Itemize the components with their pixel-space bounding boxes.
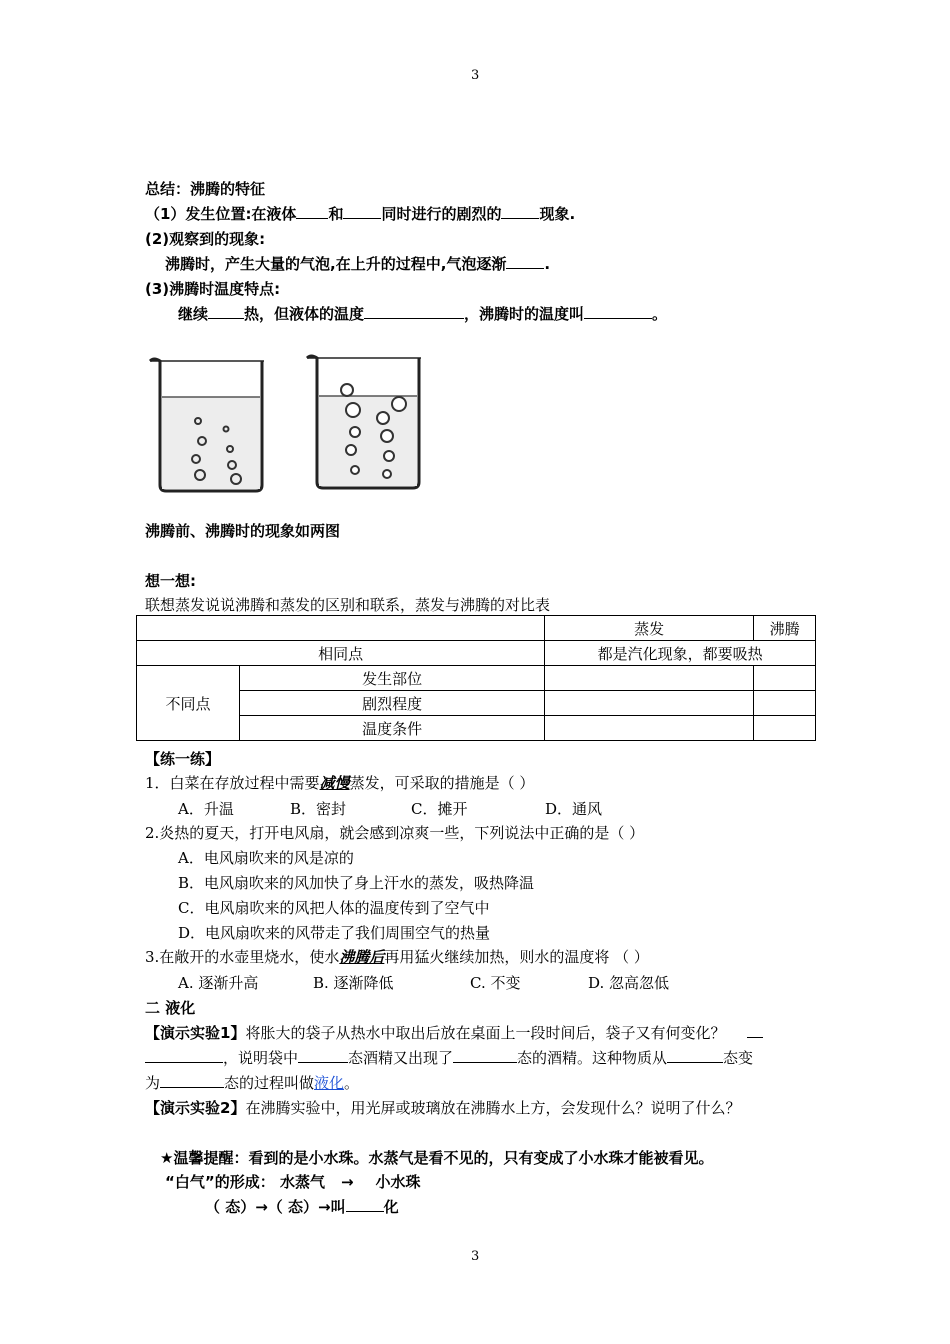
summary-item-1: （1）发生位置:在液体 和 同时进行的剧烈的 现象.: [145, 205, 576, 223]
blank: [208, 303, 244, 319]
demo-1-line-2: ，说明袋中 态酒精又出现了 态的酒精。这种物质从 态变: [145, 1047, 753, 1068]
question-1-option-a: A．升温: [178, 800, 234, 818]
page-number-bottom: 3: [471, 1249, 480, 1264]
question-3-option-b: B. 逐渐降低: [313, 974, 394, 992]
table-diff-row-label: 剧烈程度: [240, 691, 545, 716]
liquefaction-link[interactable]: 液化: [314, 1074, 345, 1092]
practice-title: 【练一练】: [145, 750, 221, 768]
figure-caption: 沸腾前、沸腾时的现象如两图: [145, 522, 341, 540]
blank: [160, 1072, 224, 1088]
question-1-option-d: D．通风: [545, 800, 603, 818]
question-1-option-b: B．密封: [290, 800, 347, 818]
table-header-evaporation: 蒸发: [545, 616, 754, 641]
summary-item-2-body: 沸腾时，产生大量的气泡,在上升的过程中,气泡逐渐 .: [165, 255, 551, 273]
table-row: [137, 666, 816, 691]
page-number-top: 3: [471, 68, 480, 83]
question-1: 1．白菜在存放过程中需要减慢蒸发，可采取的措施是（ ）: [145, 774, 535, 792]
comparison-table: [136, 615, 816, 741]
question-3: 3.在敞开的水壶里烧水，使水沸腾后再用猛火继续加热，则水的温度将 （ ）: [145, 948, 649, 966]
think-title: 想一想:: [145, 572, 196, 590]
blank: [343, 203, 381, 219]
blank: [145, 1047, 223, 1063]
table-header-boiling: 沸腾: [754, 616, 816, 641]
blank: [298, 1047, 348, 1063]
table-header-row: [137, 616, 816, 641]
blank: [364, 303, 464, 319]
summary-item-2-title: (2)观察到的现象:: [145, 230, 266, 248]
table-diff-row-label: 发生部位: [240, 666, 545, 691]
question-2-option-a: A．电风扇吹来的风是凉的: [178, 849, 354, 867]
table-row: [137, 641, 816, 666]
blank: [296, 203, 328, 219]
blank: [584, 303, 652, 319]
tip-line: ★温馨提醒：看到的是小水珠。水蒸气是看不见的，只有变成了小水珠才能被看见。: [160, 1149, 714, 1167]
blank: [501, 203, 539, 219]
summary-item-3-body: 继续 热，但液体的温度 ，沸腾时的温度叫 。: [178, 305, 668, 323]
summary-title: 总结：沸腾的特征: [145, 180, 266, 198]
question-2-option-b: B．电风扇吹来的风加快了身上汗水的蒸发，吸热降温: [178, 874, 535, 892]
table-diff-label: 不同点: [137, 666, 240, 741]
blank: [346, 1196, 384, 1212]
table-cell: [754, 691, 816, 716]
question-1-option-c: C．摊开: [411, 800, 468, 818]
table-cell: [754, 716, 816, 741]
table-corner-cell: [137, 616, 545, 641]
question-3-option-d: D. 忽高忽低: [588, 974, 670, 992]
think-intro: 联想蒸发说说沸腾和蒸发的区别和联系，蒸发与沸腾的对比表: [145, 596, 551, 614]
demo-2: 【演示实验2】在沸腾实验中，用光屏或玻璃放在沸腾水上方，会发现什么？说明了什么？: [145, 1099, 741, 1117]
table-cell: [545, 716, 754, 741]
state-line: （ 态）→（ 态）→叫 化: [205, 1198, 399, 1216]
summary-item-3-title: (3)沸腾时温度特点:: [145, 280, 281, 298]
demo-1-line-3: 为 态的过程叫做液化。: [145, 1074, 360, 1092]
table-cell: [754, 666, 816, 691]
blank: [667, 1047, 723, 1063]
question-3-option-c: C. 不变: [470, 974, 521, 992]
blank: [506, 253, 544, 269]
blank: [747, 1022, 763, 1038]
beaker-boiling-figure: [303, 352, 433, 492]
arrow-right-icon: →: [340, 1173, 354, 1191]
beaker-before-boiling-figure: [146, 355, 276, 495]
question-2-option-c: C．电风扇吹来的风把人体的温度传到了空气中: [178, 899, 490, 917]
demo-1-line-1: 【演示实验1】将胀大的袋子从热水中取出后放在桌面上一段时间后，袋子又有何变化？: [145, 1022, 763, 1043]
question-3-option-a: A. 逐渐升高: [178, 974, 259, 992]
section-2-title: 二 液化: [145, 999, 196, 1017]
table-cell: [545, 666, 754, 691]
question-2-option-d: D．电风扇吹来的风带走了我们周围空气的热量: [178, 924, 491, 942]
table-diff-row-label: 温度条件: [240, 716, 545, 741]
table-same-label: 相同点: [137, 641, 545, 666]
table-same-value: 都是汽化现象，都要吸热: [545, 641, 816, 666]
white-gas-line: “白气”的形成： 水蒸气 → 小水珠: [165, 1173, 421, 1191]
blank: [453, 1047, 517, 1063]
table-cell: [545, 691, 754, 716]
question-2: 2.炎热的夏天，打开电风扇，就会感到凉爽一些，下列说法中正确的是（ ）: [145, 824, 645, 842]
